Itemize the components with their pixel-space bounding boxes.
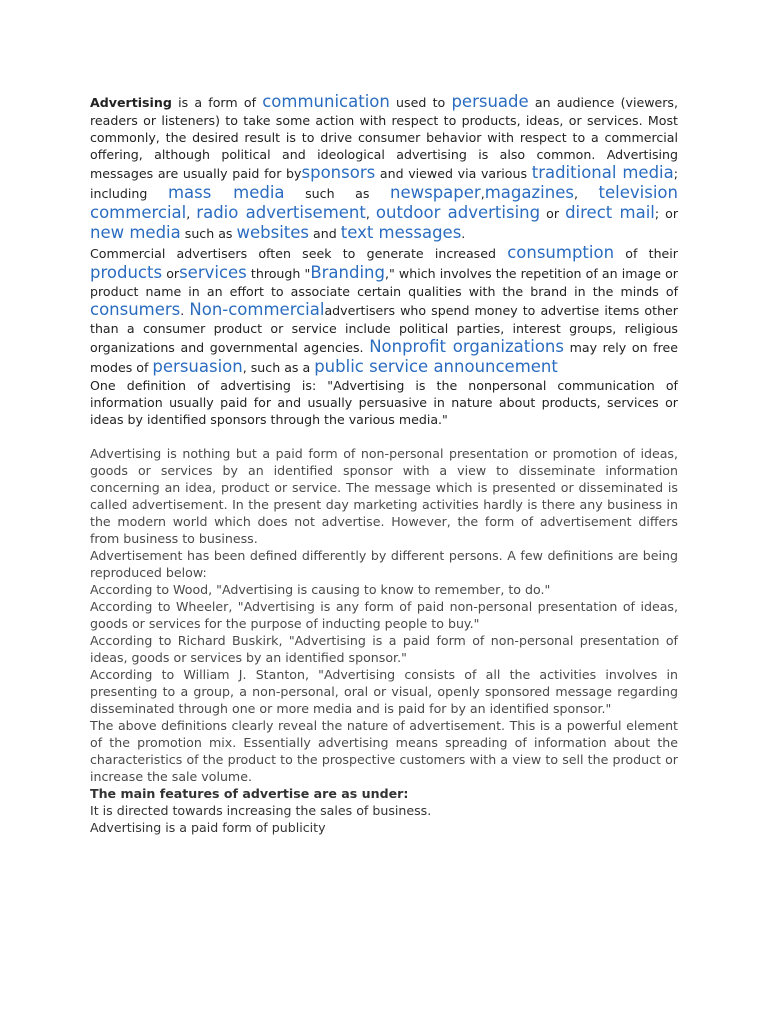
text-run: is a form of [171, 95, 263, 110]
text-run: , [365, 206, 376, 221]
text-run: ; or [654, 206, 679, 221]
hyperlink[interactable]: Nonprofit organizations [369, 337, 564, 356]
paragraph-above-definitions: The above definitions clearly reveal the nature of advertisement. This is a powerful element of the promotion mix. Essentially advertising means spreading of information about the characteristics of the product to the prospective customers with a view to sell the product or increase the sale volume. [90, 718, 678, 784]
text-run: Commercial advertisers often seek to generate increased [90, 246, 508, 261]
hyperlink[interactable]: text messages [340, 223, 462, 242]
paragraph-paid-form: Advertising is nothing but a paid form of non-personal presentation or promotion of ideas, goods or services by an identified sponsor with a view to disseminate information concerning an idea, product or service. The message which is presented or disseminated is called advertisement. In the present day marketing activities hardly is there any business in the modern world which does not advertise. However, the form of advertisement differs from business to business. [90, 446, 678, 546]
text-run: an audience (viewers, readers or listeners) to take some action with respect to products, ideas, or services. Most commonly, the desired result is to drive consumer behavior with respect to a commercial offering, although political and ideological advertising is also common. Advertising messages are usually paid for by [90, 95, 678, 181]
hyperlink[interactable]: direct mail [565, 203, 655, 222]
paragraph-commercial-advertisers [90, 243, 678, 377]
text-run: such as [284, 186, 390, 201]
hyperlink[interactable]: traditional media [531, 163, 674, 182]
paragraph-one-definition: One definition of advertising is: "Advertising is the nonpersonal communication of information usually paid for and usually persuasive in nature about products, services or ideas by identified sponsors through the various media." [90, 378, 678, 427]
spacer [90, 428, 678, 445]
text-run: through " [246, 266, 311, 281]
hyperlink[interactable]: Non-commercial [189, 300, 325, 319]
hyperlink[interactable]: public service announcement [314, 357, 558, 376]
text-run: and viewed via various [375, 166, 532, 181]
hyperlink[interactable]: newspaper [390, 183, 481, 202]
hyperlink[interactable]: radio advertisement [196, 203, 366, 222]
text-run: , [480, 186, 485, 201]
feature-item: It is directed towards increasing the sales of business. [90, 803, 432, 818]
text-run: of their [614, 246, 678, 261]
text-run: , [186, 206, 197, 221]
text-run: advertisers who spend money to advertise items other than a consumer product or service include political parties, interest groups, religious organizations and governmental agencies. [90, 303, 678, 355]
text-run: , [573, 186, 599, 201]
hyperlink[interactable]: consumers [90, 300, 181, 319]
definition-buskirk: According to Richard Buskirk, "Advertising is a paid form of non-personal presentation of ideas, goods or services by an identified sponsor." [90, 633, 678, 665]
text-run: or [540, 206, 566, 221]
hyperlink[interactable]: websites [236, 223, 310, 242]
hyperlink[interactable]: consumption [507, 243, 615, 262]
hyperlink[interactable]: communication [262, 92, 390, 111]
text-run: . [461, 226, 466, 241]
hyperlink[interactable]: television commercial [90, 183, 678, 222]
feature-item: Advertising is a paid form of publicity [90, 820, 326, 835]
hyperlink[interactable]: Branding [310, 263, 385, 282]
bold-term: Advertising [90, 95, 172, 110]
hyperlink[interactable]: outdoor advertising [375, 203, 541, 222]
features-heading: The main features of advertise are as under: [90, 786, 409, 801]
text-run: such as [180, 226, 237, 241]
text-run: and [309, 226, 341, 241]
text-run: , such as a [242, 360, 315, 375]
hyperlink[interactable]: magazines [484, 183, 574, 202]
text-run: may rely on free modes of [90, 340, 678, 375]
paragraph-definition-intro [90, 92, 678, 243]
hyperlink[interactable]: new media [90, 223, 181, 242]
text-run: ; including [90, 166, 678, 201]
text-run: . [180, 303, 190, 318]
hyperlink[interactable]: mass media [167, 183, 285, 202]
text-run: ," which involves the repetition of an image or product name in an effort to associate certain qualities with the brand in the minds of [90, 266, 678, 299]
hyperlink[interactable]: persuade [451, 92, 529, 111]
definition-wheeler: According to Wheeler, "Advertising is any form of paid non-personal presentation of ideas, goods or services for the purpose of inducting people to buy." [90, 599, 678, 631]
text-run: or [162, 266, 180, 281]
document-page [90, 92, 678, 836]
hyperlink[interactable]: persuasion [152, 357, 243, 376]
definition-stanton: According to William J. Stanton, "Advertising consists of all the activities involves in presenting to a group, a non-personal, oral or visual, openly sponsored message regarding disseminated through one or more media and is paid for by an identified sponsor." [90, 667, 678, 716]
hyperlink[interactable]: services [179, 263, 247, 282]
hyperlink[interactable]: products [90, 263, 163, 282]
hyperlink[interactable]: sponsors [301, 163, 376, 182]
paragraph-defined-differently: Advertisement has been defined differently by different persons. A few definitions are being reproduced below: [90, 548, 678, 580]
text-run: used to [389, 95, 452, 110]
definition-wood: According to Wood, "Advertising is causing to know to remember, to do." [90, 582, 551, 597]
